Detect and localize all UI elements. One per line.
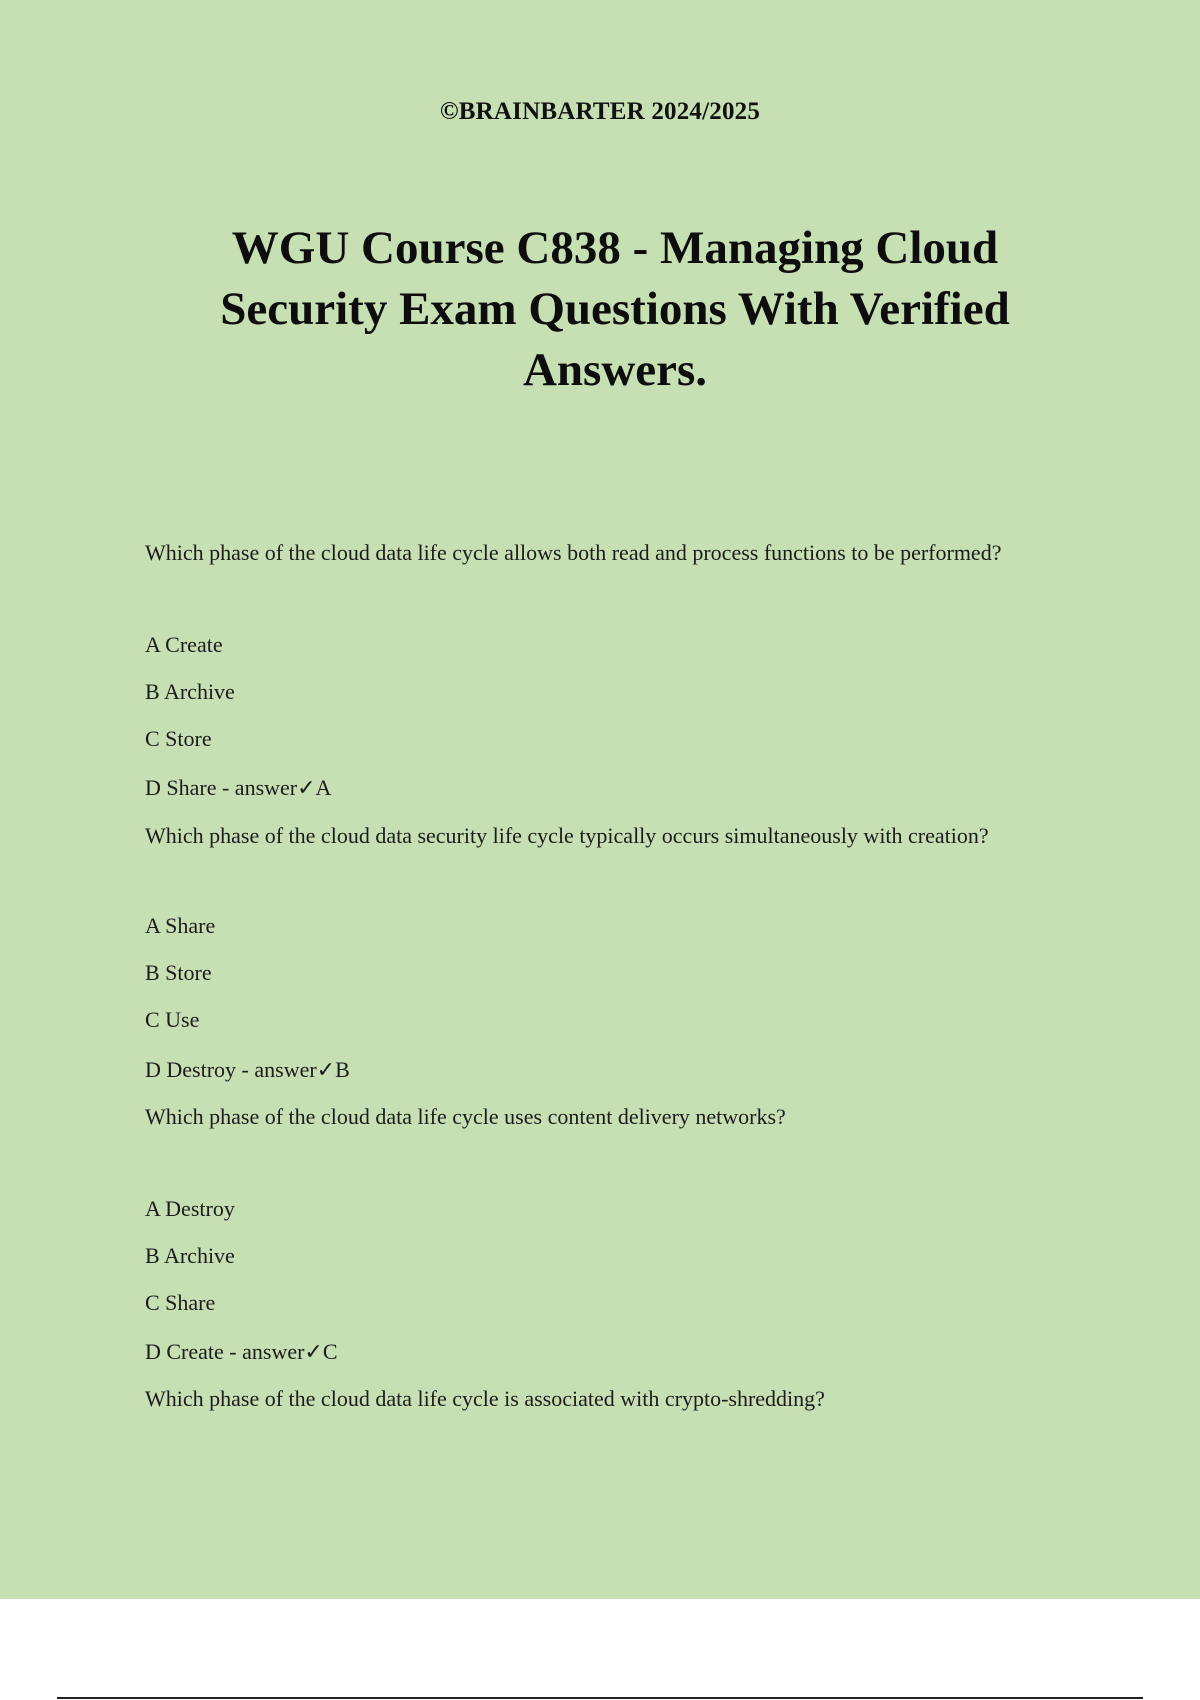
title-line: Security Exam Questions With Verified [220, 283, 1010, 335]
answer-option-with-key: D Create - answer✓C [145, 1339, 338, 1364]
answer-option-with-key: D Destroy - answer✓B [145, 1057, 350, 1082]
answer-option: A Destroy [145, 1196, 235, 1221]
question-text: Which phase of the cloud data life cycle uses content delivery networks? [145, 1104, 786, 1129]
copyright-header: ©BRAINBARTER 2024/2025 [439, 98, 761, 125]
title-line: Answers. [522, 344, 708, 396]
question-text: Which phase of the cloud data security life cycle typically occurs simultaneously with creation? [145, 823, 989, 848]
answer-option-with-key: D Share - answer✓A [145, 775, 332, 800]
question-text: Which phase of the cloud data life cycle allows both read and process functions to be performed? [145, 540, 1002, 565]
page-bottom-divider [57, 1697, 1143, 1699]
answer-option: B Archive [145, 1243, 235, 1268]
question-text: Which phase of the cloud data life cycle is associated with crypto-shredding? [145, 1386, 825, 1411]
answer-option: B Archive [145, 679, 235, 704]
title-line: WGU Course C838 - Managing Cloud [231, 222, 999, 274]
document-title [150, 218, 1080, 401]
answer-option: A Share [145, 913, 216, 938]
answer-option: A Create [145, 632, 223, 657]
answer-option: C Share [145, 1290, 216, 1315]
answer-option: C Use [145, 1007, 200, 1032]
answer-option: C Store [145, 726, 212, 751]
answer-option: B Store [145, 960, 212, 985]
